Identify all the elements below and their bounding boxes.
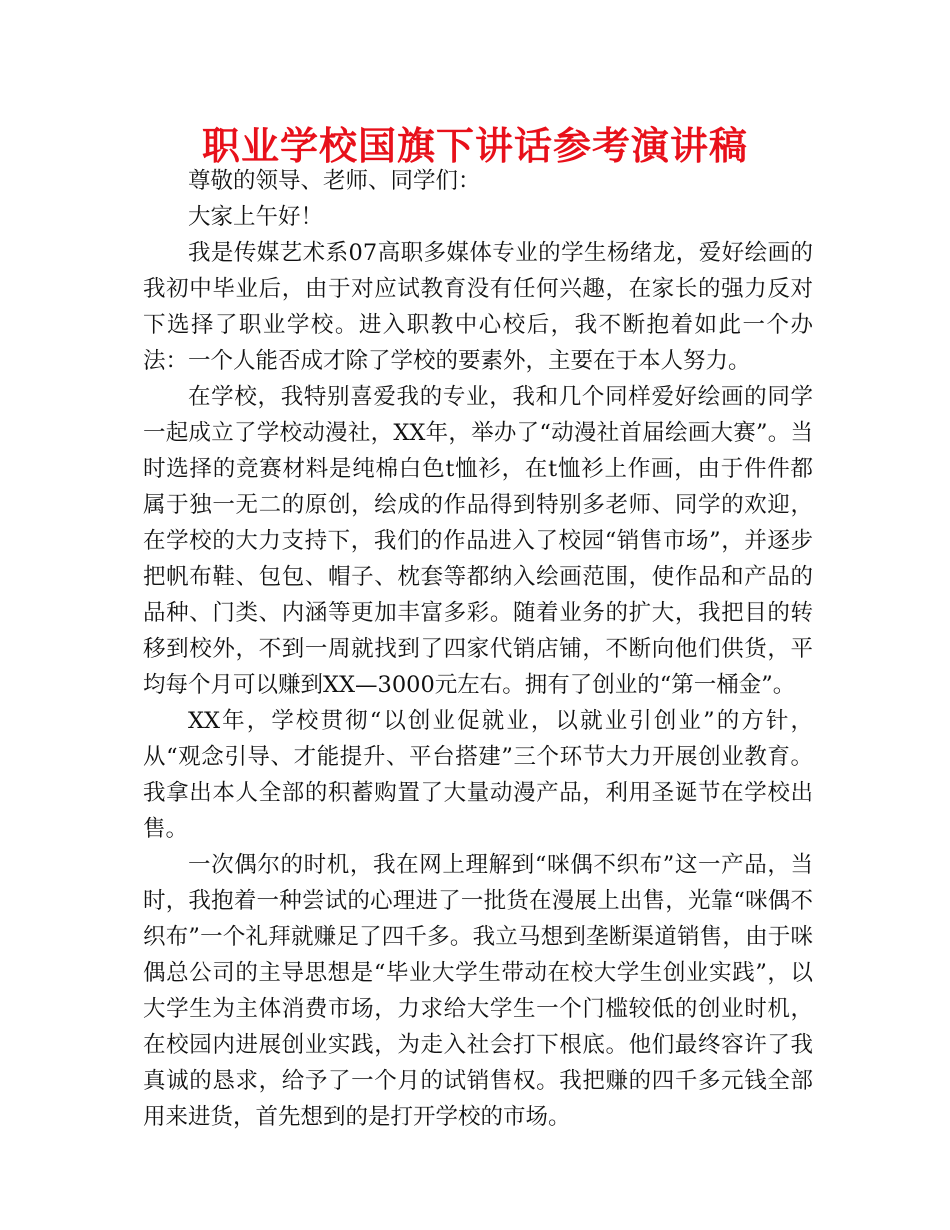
body-paragraph: 一次偶尔的时机，我在网上理解到“咪偶不织布”这一产品，当时，我抱着一种尝试的心理进了一批货在漫展上出售，光靠“咪偶不织布”一个礼拜就赚足了四千多。我立马想到垄断渠道销售，由于咪偶总公司的主导思想是“毕业大学生带动在校大学生创业实践”，以大学生为主体消费市场，力求给大学生一个门槛较低的创业时机，在校园内进展创业实践，为走入社会打下根底。他们最终容许了我真诚的恳求，给予了一个月的试销售权。我把赚的四千多元钱全部用来进货，首先想到的是打开学校的市场。 (143, 852, 813, 1130)
greeting-paragraph: 大家上午好！ (188, 204, 324, 230)
document-title: 职业学校国旗下讲话参考演讲稿 (201, 124, 748, 168)
body-paragraph: 我是传媒艺术系07高职多媒体专业的学生杨绪龙，爱好绘画的我初中毕业后，由于对应试教育没有任何兴趣，在家长的强力反对下选择了职业学校。进入职教中心校后，我不断抱着如此一个办法：一个人能否成才除了学校的要素外，主要在于本人努力。 (143, 240, 813, 374)
document-body (143, 163, 813, 1135)
body-paragraph: 在学校，我特别喜爱我的专业，我和几个同样爱好绘画的同学一起成立了学校动漫社，XX年，举办了“动漫社首届绘画大赛”。当时选择的竞赛材料是纯棉白色t恤衫，在t恤衫上作画，由于件件都属于独一无二的原创，绘成的作品得到特别多老师、同学的欢迎，在学校的大力支持下，我们的作品进入了校园“销售市场”，并逐步把帆布鞋、包包、帽子、枕套等都纳入绘画范围，使作品和产品的品种、门类、内涵等更加丰富多彩。随着业务的扩大，我把目的转移到校外，不到一周就找到了四家代销店铺，不断向他们供货，平均每个月可以赚到XX—3000元左右。拥有了创业的“第一桶金”。 (143, 384, 813, 698)
salutation-paragraph: 尊敬的领导、老师、同学们： (188, 168, 481, 194)
body-paragraph: XX年，学校贯彻“以创业促就业，以就业引创业”的方针，从“观念引导、才能提升、平台搭建”三个环节大力开展创业教育。我拿出本人全部的积蓄购置了大量动漫产品，利用圣诞节在学校出售。 (143, 708, 813, 842)
